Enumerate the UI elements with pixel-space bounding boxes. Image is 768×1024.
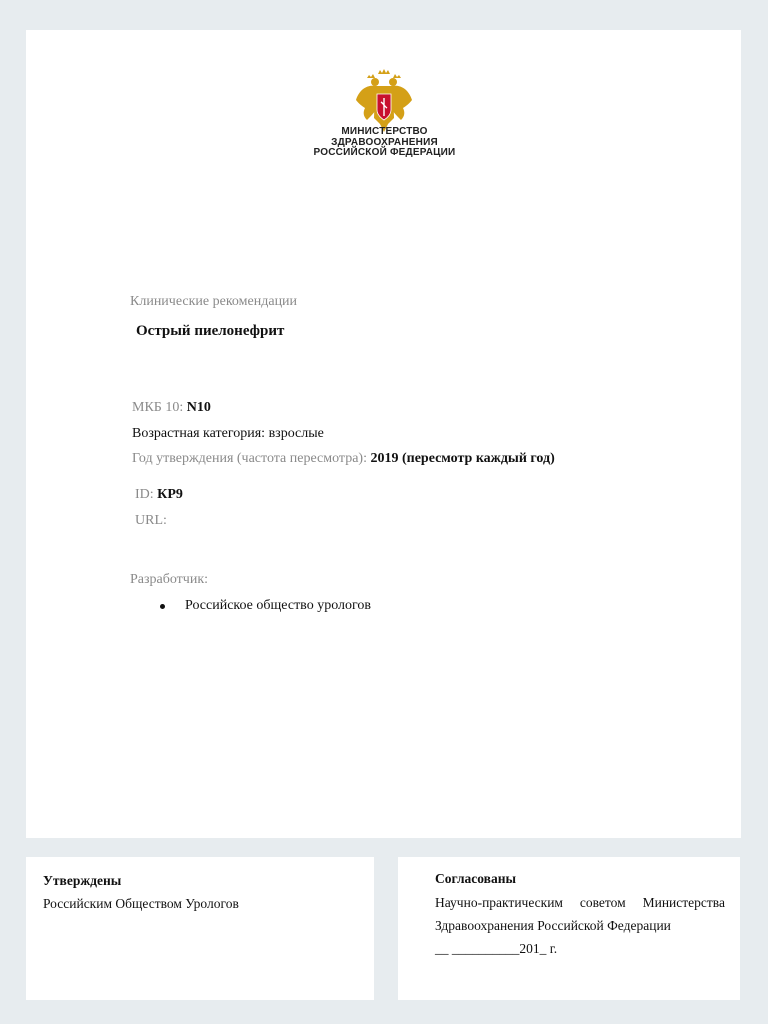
approved-text: Российским Обществом Урологов [43,896,239,911]
developer-label: Разработчик: [130,572,209,587]
list-item: Российское общество урологов [160,598,371,614]
year-row [132,451,555,467]
agreed-line-2: Здравоохранения Российской Федерации [435,918,671,933]
developer-list [160,598,371,614]
age-label: Возрастная категория: [132,426,266,441]
ministry-name [296,127,473,159]
agreed-card [398,857,740,1000]
year-value: 2019 (пересмотр каждый год) [370,451,555,466]
document-cover-card [26,30,741,838]
id-value: КР9 [157,487,183,502]
ministry-line-1: МИНИСТЕРСТВО [341,126,428,137]
agreed-word-2: советом [579,895,626,910]
ministry-line-2: ЗДРАВООХРАНЕНИЯ [331,136,438,148]
icd-label: МКБ 10: [132,400,184,415]
url-label: URL: [135,513,167,528]
age-row [132,426,324,442]
year-label: Год утверждения (частота пересмотра): [132,451,367,466]
icd-value: N10 [186,400,211,415]
approved-card [26,857,374,1000]
document-type-label: Клинические рекомендации [130,294,298,309]
agreed-title: Согласованы [435,871,517,886]
agreed-word-3: Министерства [642,895,725,910]
icd-row [132,400,211,416]
id-label: ID: [135,487,154,502]
ministry-line-3: РОССИЙСКОЙ ФЕДЕРАЦИИ [313,147,456,158]
agreed-line-1 [435,895,725,911]
agreed-date-line: __ __________201_ г. [435,941,558,956]
document-title: Острый пиелонефрит [136,323,285,339]
agreed-word-1: Научно-практическим [435,895,563,910]
approved-title: Утверждены [43,873,122,888]
id-row [135,487,183,503]
age-value: взрослые [268,426,324,441]
